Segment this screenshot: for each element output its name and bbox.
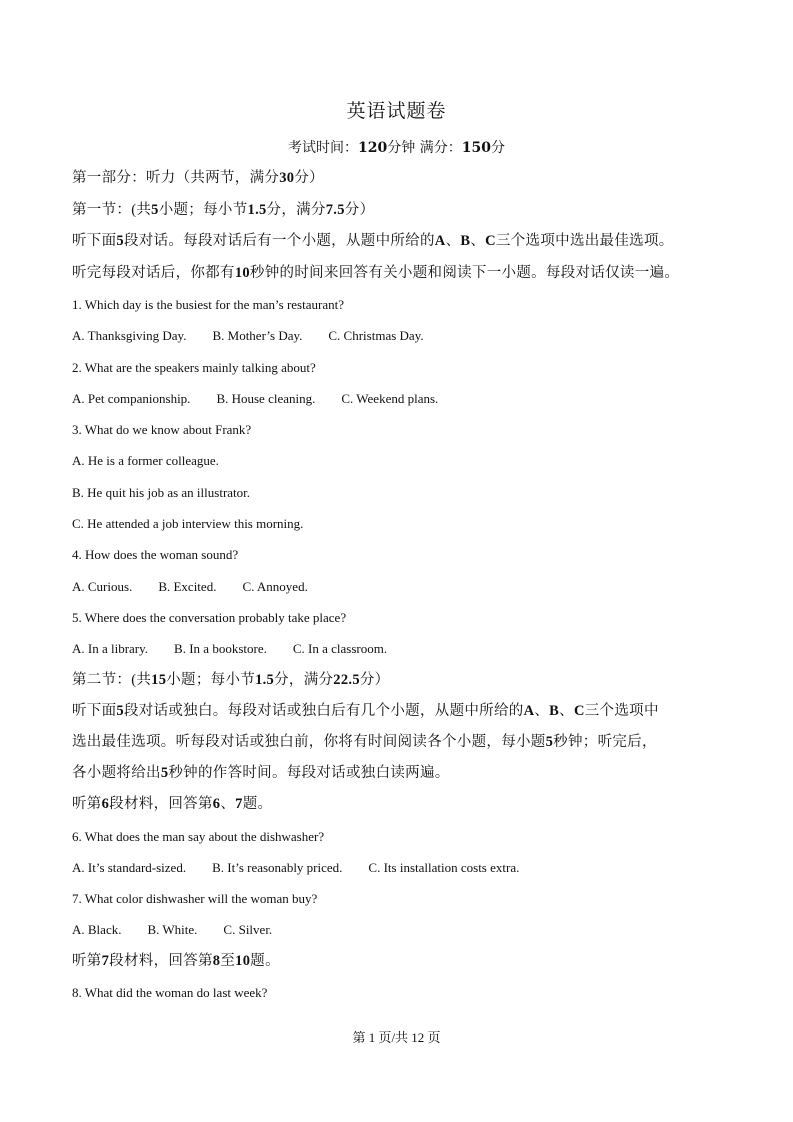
page-title: 英语试题卷 xyxy=(346,100,447,122)
option-b: B. Excited. xyxy=(158,578,217,594)
option-a: A. In a library. xyxy=(72,641,149,657)
option-b: B. White. xyxy=(147,922,198,938)
material-7-heading: 听第7段材料，回答第8至10题。 xyxy=(72,952,280,969)
question-options xyxy=(72,383,742,414)
question-stem: 8. What did the woman do last week? xyxy=(72,985,268,1001)
option-a: A. Pet companionship. xyxy=(72,390,191,406)
section2-instruction-3: 各小题将给出5秒钟的作答时间。每段对话或独白读两遍。 xyxy=(72,765,450,782)
section2-instruction-2: 选出最佳选项。听每段对话或独白前，你将有时间阅读各个小题，每小题5秒钟；听完后， xyxy=(72,734,657,751)
full-score-unit: 分 xyxy=(490,140,505,156)
exam-time-label: 考试时间： xyxy=(288,140,359,156)
option-a: A. Thanksgiving Day. xyxy=(72,328,187,344)
section1-instruction-2: 听完每段对话后，你都有10秒钟的时间来回答有关小题和阅读下一小题。每段对话仅读一遍。 xyxy=(72,264,680,281)
question-stem: 1. Which day is the busiest for the man’s restaurant? xyxy=(72,297,344,312)
exam-info xyxy=(0,137,793,157)
option-c: C. Silver. xyxy=(223,922,273,938)
question-stem: 3. What do we know about Frank? xyxy=(72,422,252,438)
exam-content xyxy=(72,163,742,1009)
question-stem: 2. What are the speakers mainly talking about? xyxy=(72,359,316,375)
question-options xyxy=(72,914,742,945)
part1-heading: 第一部分：听力（共两节，满分30分） xyxy=(72,170,324,186)
question-stem: 5. Where does the conversation probably take place? xyxy=(72,609,347,625)
section1-instruction-1: 听下面5段对话。每段对话后有一个小题，从题中所给的A、B、C三个选项中选出最佳选项。 xyxy=(72,233,674,249)
option-b: B. In a bookstore. xyxy=(174,641,267,657)
question-stem: 6. What does the man say about the dishwasher? xyxy=(72,828,325,844)
full-score-value: 150 xyxy=(461,140,491,156)
option-b: B. It’s reasonably priced. xyxy=(212,859,343,875)
option-c: C. In a classroom. xyxy=(292,641,388,657)
question-options xyxy=(72,571,742,602)
question-options xyxy=(72,852,742,883)
section2-heading: 第二节：(共15小题；每小节1.5分，满分22.5分） xyxy=(72,671,390,688)
option-b: B. House cleaning. xyxy=(216,390,316,406)
exam-time-value: 120 xyxy=(358,140,388,156)
option-c: C. Christmas Day. xyxy=(328,328,424,344)
option-c: C. Its installation costs extra. xyxy=(368,859,520,875)
option-a: A. Curious. xyxy=(72,578,133,594)
option-c: C. Annoyed. xyxy=(242,578,308,594)
question-options xyxy=(72,633,742,664)
exam-time-unit: 分钟 满分： xyxy=(387,140,462,156)
question-options xyxy=(72,320,742,351)
option-a: A. He is a former colleague. xyxy=(72,453,219,469)
option-c: C. He attended a job interview this morning. xyxy=(72,516,304,532)
section2-instruction-1: 听下面5段对话或独白。每段对话或独白后有几个小题，从题中所给的A、B、C三个选项中 xyxy=(72,703,659,720)
section1-heading: 第一节：(共5小题；每小节1.5分，满分7.5分） xyxy=(72,201,375,218)
option-a: A. It’s standard-sized. xyxy=(72,859,187,875)
option-b: B. Mother’s Day. xyxy=(212,328,303,344)
option-c: C. Weekend plans. xyxy=(341,390,439,406)
option-a: A. Black. xyxy=(72,922,122,938)
page-footer: 第 1 页/共 12 页 xyxy=(352,1030,441,1045)
question-stem: 4. How does the woman sound? xyxy=(72,547,239,563)
question-stem: 7. What color dishwasher will the woman buy? xyxy=(72,891,318,907)
material-6-heading: 听第6段材料，回答第6、7题。 xyxy=(72,796,273,813)
option-b: B. He quit his job as an illustrator. xyxy=(72,484,251,500)
